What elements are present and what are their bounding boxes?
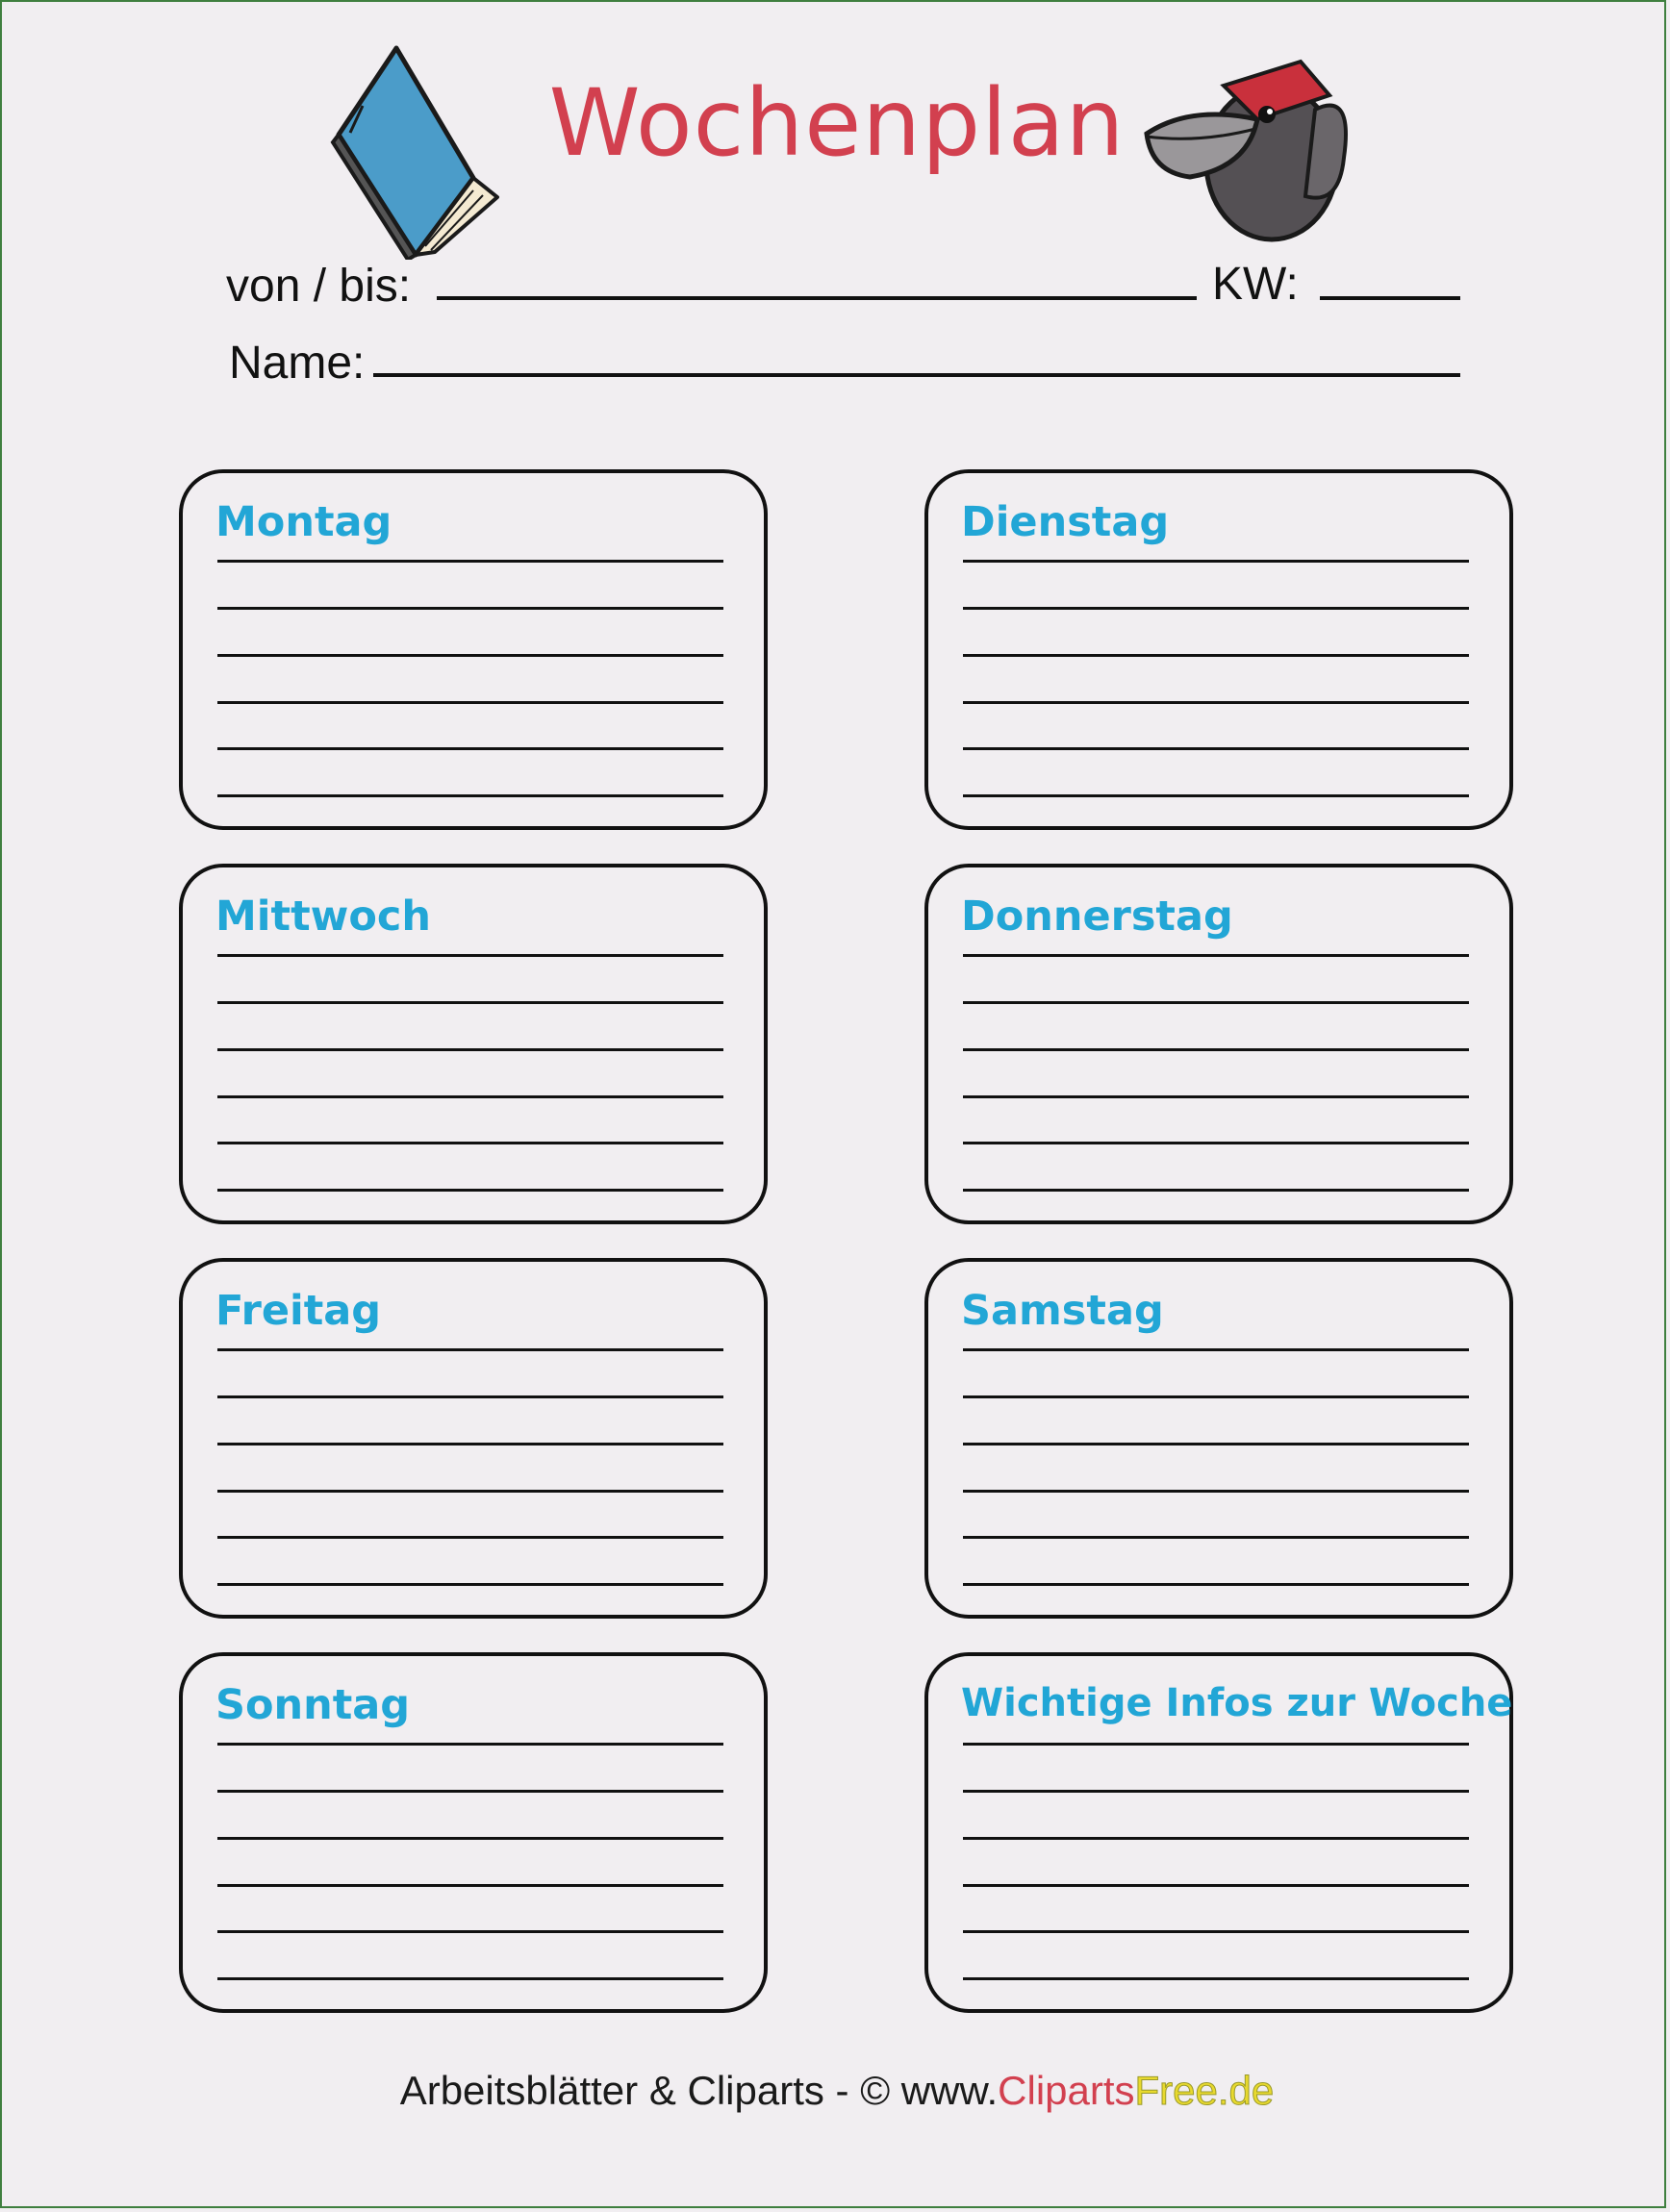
day-card-friday [179,1258,768,1619]
footer-suffix[interactable]: .de [1217,2068,1275,2113]
writing-line[interactable] [217,1189,723,1192]
day-card-wednesday [179,864,768,1224]
writing-line[interactable] [217,1977,723,1980]
writing-line[interactable] [963,1095,1469,1098]
week-label: KW: [1212,259,1299,310]
writing-line[interactable] [217,1142,723,1144]
writing-line[interactable] [217,1837,723,1840]
writing-line[interactable] [963,701,1469,704]
writing-line[interactable] [963,1790,1469,1793]
writing-line[interactable] [217,954,723,957]
writing-line[interactable] [217,1743,723,1746]
writing-line[interactable] [963,1884,1469,1887]
writing-line[interactable] [963,1490,1469,1493]
writing-line[interactable] [963,1443,1469,1445]
writing-line[interactable] [963,1536,1469,1539]
writing-line[interactable] [963,747,1469,750]
writing-line[interactable] [963,1348,1469,1351]
footer-prefix: Arbeitsblätter & Cliparts - © www. [399,2068,999,2113]
writing-line[interactable] [963,1395,1469,1398]
writing-line[interactable] [963,607,1469,610]
writing-line[interactable] [217,1490,723,1493]
writing-line[interactable] [963,794,1469,797]
graduate-bird-icon [1132,52,1354,254]
writing-line[interactable] [217,794,723,797]
writing-line[interactable] [217,1095,723,1098]
day-card-thursday [924,864,1513,1224]
writing-line[interactable] [963,1837,1469,1840]
footer-credit [2,2068,1670,2114]
writing-line[interactable] [217,1443,723,1445]
from-to-field[interactable] [437,296,1197,300]
day-card-tuesday [924,469,1513,830]
writing-line[interactable] [217,701,723,704]
writing-line[interactable] [963,1048,1469,1051]
week-field[interactable] [1320,296,1460,300]
writing-line[interactable] [963,560,1469,563]
writing-line[interactable] [963,1743,1469,1746]
writing-line[interactable] [963,1930,1469,1933]
writing-line[interactable] [963,1583,1469,1586]
from-to-label: von / bis: [226,261,412,312]
writing-line[interactable] [963,654,1469,657]
day-heading: Donnerstag [961,892,1233,941]
writing-line[interactable] [963,1189,1469,1192]
writing-line[interactable] [217,1583,723,1586]
writing-line[interactable] [963,954,1469,957]
footer-brand-a[interactable]: Cliparts [998,2068,1135,2113]
writing-line[interactable] [217,747,723,750]
writing-line[interactable] [963,1977,1469,1980]
writing-line[interactable] [963,1001,1469,1004]
writing-line[interactable] [217,607,723,610]
name-field[interactable] [373,373,1460,377]
week-info-card [924,1652,1513,2013]
day-heading: Wichtige Infos zur Woche [961,1681,1513,1725]
day-card-saturday [924,1258,1513,1619]
writing-line[interactable] [217,1001,723,1004]
writing-line[interactable] [217,560,723,563]
day-heading: Mittwoch [215,892,432,941]
day-card-sunday [179,1652,768,2013]
writing-line[interactable] [217,654,723,657]
writing-line[interactable] [963,1142,1469,1144]
writing-line[interactable] [217,1395,723,1398]
writing-line[interactable] [217,1790,723,1793]
writing-line[interactable] [217,1884,723,1887]
page-title: Wochenplan [548,69,1126,177]
day-heading: Dienstag [961,498,1170,546]
day-heading: Freitag [215,1287,382,1335]
writing-line[interactable] [217,1930,723,1933]
day-heading: Samstag [961,1287,1164,1335]
footer-brand-b[interactable]: Free [1134,2068,1218,2113]
writing-line[interactable] [217,1536,723,1539]
day-heading: Montag [215,498,392,546]
day-heading: Sonntag [215,1681,411,1729]
writing-line[interactable] [217,1048,723,1051]
writing-line[interactable] [217,1348,723,1351]
day-card-monday [179,469,768,830]
name-label: Name: [229,338,366,389]
